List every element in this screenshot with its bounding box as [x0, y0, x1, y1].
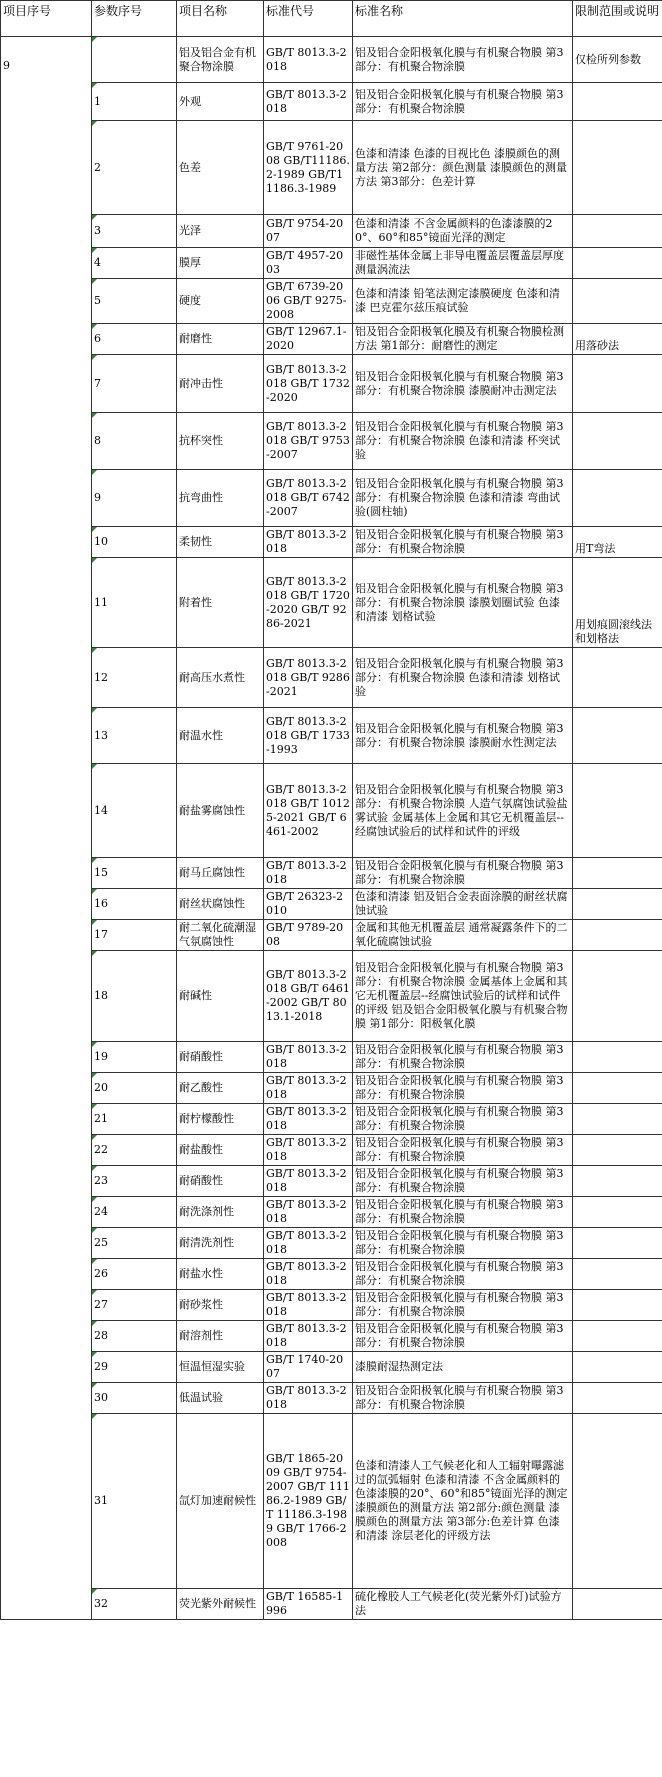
param-no-cell: 31: [92, 1414, 177, 1589]
standard-name-cell: 铝及铝合金阳极氧化膜与有机聚合物膜 第3部分：有机聚合物涂膜: [353, 1104, 573, 1135]
param-no-cell: 24: [92, 1197, 177, 1228]
limit-note-cell: [573, 1589, 662, 1620]
standard-code-cell: GB/T 12967.1-2020: [264, 324, 353, 355]
standard-name-cell: 铝及铝合金阳极氧化膜与有机聚合物膜 第3部分：有机聚合物涂膜 色漆和清漆 划格试验: [353, 648, 573, 708]
param-no-cell: 6: [92, 324, 177, 355]
param-no-cell: 9: [92, 470, 177, 527]
limit-note-cell: [573, 1073, 662, 1104]
standard-name-cell: 色漆和清漆 铅笔法测定漆膜硬度 色漆和清漆 巴克霍尔兹压痕试验: [353, 279, 573, 324]
group-row: [1, 37, 662, 83]
item-name-cell: 柔韧性: [177, 527, 264, 558]
limit-note-cell: [573, 708, 662, 764]
standard-name-cell: 铝及铝合金阳极氧化膜与有机聚合物膜 第3部分：有机聚合物涂膜: [353, 1321, 573, 1352]
header-param-no: 参数序号: [92, 1, 177, 37]
table-row: [1, 470, 662, 527]
table-row: [1, 1073, 662, 1104]
table-row: [1, 920, 662, 951]
limit-note-cell: [573, 1104, 662, 1135]
limit-note-cell: [573, 470, 662, 527]
param-no-cell: 23: [92, 1166, 177, 1197]
standard-code-cell: GB/T 8013.3-2018: [264, 1073, 353, 1104]
param-no-cell: 22: [92, 1135, 177, 1166]
standard-code-cell: GB/T 16585-1996: [264, 1589, 353, 1620]
param-no-cell: 5: [92, 279, 177, 324]
param-no-cell: 26: [92, 1259, 177, 1290]
table-row: [1, 1259, 662, 1290]
standard-code-cell: GB/T 8013.3-2018 GB/T 9286-2021: [264, 648, 353, 708]
param-no-cell: 15: [92, 858, 177, 889]
standard-name-cell: 漆膜耐湿热测定法: [353, 1352, 573, 1383]
param-no-cell: 16: [92, 889, 177, 920]
standard-code-cell: GB/T 9754-2007: [264, 215, 353, 248]
item-name-cell: 耐清洗剂性: [177, 1228, 264, 1259]
item-name-cell: 耐柠檬酸性: [177, 1104, 264, 1135]
standard-code-cell: GB/T 8013.3-2018: [264, 1228, 353, 1259]
table-row: [1, 1197, 662, 1228]
item-name-cell: 恒温恒湿实验: [177, 1352, 264, 1383]
item-name-cell: 外观: [177, 83, 264, 121]
table-row: [1, 1321, 662, 1352]
limit-note-cell: [573, 1042, 662, 1073]
limit-note-cell: [573, 1228, 662, 1259]
standard-code-cell: GB/T 8013.3-2018: [264, 1135, 353, 1166]
standard-name-cell: 铝及铝合金阳极氧化膜与有机聚合物膜 第3部分：有机聚合物涂膜: [353, 1166, 573, 1197]
table-row: [1, 248, 662, 279]
limit-note-cell: [573, 355, 662, 413]
header-standard-code: 标准代号: [264, 1, 353, 37]
param-no-cell: 18: [92, 951, 177, 1042]
limit-note-cell: 用T弯法: [573, 527, 662, 558]
limit-note-cell: [573, 1135, 662, 1166]
group-item-cell: 铝及铝合金有机聚合物涂膜: [177, 37, 264, 83]
limit-note-cell: [573, 215, 662, 248]
table-row: [1, 355, 662, 413]
limit-note-cell: [573, 858, 662, 889]
group-code-cell: GB/T 8013.3-2018: [264, 37, 353, 83]
item-name-cell: 耐磨性: [177, 324, 264, 355]
limit-note-cell: 用落砂法: [573, 324, 662, 355]
param-no-cell: 1: [92, 83, 177, 121]
standard-code-cell: GB/T 8013.3-2018 GB/T 1732-2020: [264, 355, 353, 413]
item-name-cell: 耐温水性: [177, 708, 264, 764]
standard-name-cell: 铝及铝合金阳极氧化膜与有机聚合物膜 第3部分：有机聚合物涂膜: [353, 858, 573, 889]
table-row: [1, 1228, 662, 1259]
item-name-cell: 耐溶剂性: [177, 1321, 264, 1352]
group-note-cell: 仅检所列参数: [573, 37, 662, 83]
param-no-cell: 20: [92, 1073, 177, 1104]
limit-note-cell: [573, 1259, 662, 1290]
limit-note-cell: [573, 951, 662, 1042]
standard-code-cell: GB/T 8013.3-2018: [264, 1290, 353, 1321]
standard-name-cell: 铝及铝合金阳极氧化膜与有机聚合物膜 第3部分：有机聚合物涂膜: [353, 1259, 573, 1290]
item-name-cell: 附着性: [177, 558, 264, 648]
item-name-cell: 耐盐水性: [177, 1259, 264, 1290]
limit-note-cell: [573, 764, 662, 858]
table-row: [1, 324, 662, 355]
item-name-cell: 荧光紫外耐候性: [177, 1589, 264, 1620]
group-name-cell: 铝及铝合金阳极氧化膜与有机聚合物膜 第3部分：有机聚合物涂膜: [353, 37, 573, 83]
standard-code-cell: GB/T 8013.3-2018: [264, 1166, 353, 1197]
table-row: [1, 1290, 662, 1321]
table-row: [1, 1352, 662, 1383]
table-row: [1, 889, 662, 920]
table-row: [1, 279, 662, 324]
param-no-cell: 2: [92, 121, 177, 215]
param-no-cell: 28: [92, 1321, 177, 1352]
limit-note-cell: [573, 889, 662, 920]
param-no-cell: 4: [92, 248, 177, 279]
item-name-cell: 耐乙酸性: [177, 1073, 264, 1104]
item-name-cell: 低温试验: [177, 1383, 264, 1414]
item-name-cell: 耐碱性: [177, 951, 264, 1042]
table-row: [1, 83, 662, 121]
item-name-cell: 耐盐酸性: [177, 1135, 264, 1166]
header-project-no: 项目序号: [1, 1, 92, 37]
standard-name-cell: 色漆和清漆 不含金属颜料的色漆漆膜的20°、60°和85°镜面光泽的测定: [353, 215, 573, 248]
standard-code-cell: GB/T 8013.3-2018: [264, 1042, 353, 1073]
standard-code-cell: GB/T 26323-2010: [264, 889, 353, 920]
limit-note-cell: [573, 1197, 662, 1228]
standard-code-cell: GB/T 4957-2003: [264, 248, 353, 279]
standard-name-cell: 色漆和清漆 铝及铝合金表面涂膜的耐丝状腐蚀试验: [353, 889, 573, 920]
table-row: [1, 1414, 662, 1589]
param-no-cell: 11: [92, 558, 177, 648]
limit-note-cell: [573, 413, 662, 470]
standard-name-cell: 铝及铝合金阳极氧化膜及有机聚合物膜检测方法 第1部分：耐磨性的测定: [353, 324, 573, 355]
standard-code-cell: GB/T 8013.3-2018 GB/T 1720-2020 GB/T 9286-2021: [264, 558, 353, 648]
item-name-cell: 氙灯加速耐候性: [177, 1414, 264, 1589]
standard-name-cell: 铝及铝合金阳极氧化膜与有机聚合物膜 第3部分：有机聚合物涂膜 人造气氛腐蚀试验盐雾试验 金属基体上金属和其它无机覆盖层--经腐蚀试验后的试样和试件的评级: [353, 764, 573, 858]
standard-name-cell: 铝及铝合金阳极氧化膜与有机聚合物膜 第3部分：有机聚合物涂膜 漆膜划圈试验 色漆和清漆 划格试验: [353, 558, 573, 648]
param-no-cell: 13: [92, 708, 177, 764]
table-row: [1, 558, 662, 648]
standard-code-cell: GB/T 8013.3-2018: [264, 83, 353, 121]
item-name-cell: 耐硝酸性: [177, 1042, 264, 1073]
table-row: [1, 1135, 662, 1166]
table-row: [1, 648, 662, 708]
group-param-cell: [92, 37, 177, 83]
standard-name-cell: 金属和其他无机覆盖层 通常凝露条件下的二氧化硫腐蚀试验: [353, 920, 573, 951]
param-no-cell: 17: [92, 920, 177, 951]
table-row: [1, 1589, 662, 1620]
standard-code-cell: GB/T 8013.3-2018: [264, 1321, 353, 1352]
standard-name-cell: 铝及铝合金阳极氧化膜与有机聚合物膜 第3部分：有机聚合物涂膜: [353, 1135, 573, 1166]
item-name-cell: 耐高压水煮性: [177, 648, 264, 708]
table-row: [1, 708, 662, 764]
limit-note-cell: [573, 83, 662, 121]
limit-note-cell: [573, 1414, 662, 1589]
standard-code-cell: GB/T 8013.3-2018: [264, 527, 353, 558]
item-name-cell: 抗杯突性: [177, 413, 264, 470]
param-no-cell: 27: [92, 1290, 177, 1321]
limit-note-cell: [573, 1166, 662, 1197]
param-no-cell: 10: [92, 527, 177, 558]
standard-code-cell: GB/T 8013.3-2018 GB/T 6461-2002 GB/T 8013.1-2018: [264, 951, 353, 1042]
item-name-cell: 硬度: [177, 279, 264, 324]
table-row: [1, 1383, 662, 1414]
header-standard-name: 标准名称: [353, 1, 573, 37]
standard-code-cell: GB/T 8013.3-2018 GB/T 6742-2007: [264, 470, 353, 527]
param-no-cell: 32: [92, 1589, 177, 1620]
table-row: [1, 413, 662, 470]
standard-name-cell: 铝及铝合金阳极氧化膜与有机聚合物膜 第3部分：有机聚合物涂膜 色漆和清漆 弯曲试验(圆柱轴): [353, 470, 573, 527]
param-no-cell: 25: [92, 1228, 177, 1259]
table-row: [1, 1042, 662, 1073]
table-row: [1, 215, 662, 248]
standard-code-cell: GB/T 8013.3-2018: [264, 1259, 353, 1290]
header-limit-note: 限制范围或说明: [573, 1, 662, 37]
table-row: [1, 764, 662, 858]
standard-code-cell: GB/T 8013.3-2018 GB/T 9753-2007: [264, 413, 353, 470]
param-no-cell: 21: [92, 1104, 177, 1135]
param-no-cell: 8: [92, 413, 177, 470]
header-item-name: 项目名称: [177, 1, 264, 37]
limit-note-cell: [573, 248, 662, 279]
table-row: [1, 527, 662, 558]
standard-name-cell: 色漆和清漆 色漆的目视比色 漆膜颜色的测量方法 第2部分：颜色测量 漆膜颜色的测量方法 第3部分：色差计算: [353, 121, 573, 215]
standard-name-cell: 铝及铝合金阳极氧化膜与有机聚合物膜 第3部分：有机聚合物涂膜 漆膜耐冲击测定法: [353, 355, 573, 413]
standard-name-cell: 铝及铝合金阳极氧化膜与有机聚合物膜 第3部分：有机聚合物涂膜: [353, 1290, 573, 1321]
standard-code-cell: GB/T 8013.3-2018: [264, 1197, 353, 1228]
table-row: [1, 1166, 662, 1197]
limit-note-cell: [573, 121, 662, 215]
item-name-cell: 耐二氧化硫潮湿气氛腐蚀性: [177, 920, 264, 951]
standard-name-cell: 铝及铝合金阳极氧化膜与有机聚合物膜 第3部分：有机聚合物涂膜: [353, 1197, 573, 1228]
standard-name-cell: 铝及铝合金阳极氧化膜与有机聚合物膜 第3部分：有机聚合物涂膜: [353, 1228, 573, 1259]
table-row: [1, 121, 662, 215]
standard-code-cell: GB/T 9761-2008 GB/T11186.2-1989 GB/T11186.3-1989: [264, 121, 353, 215]
param-no-cell: 12: [92, 648, 177, 708]
limit-note-cell: 用划痕圆滚线法和划格法: [573, 558, 662, 648]
standard-name-cell: 硫化橡胶人工气候老化(荧光紫外灯)试验方法: [353, 1589, 573, 1620]
item-name-cell: 耐洗涤剂性: [177, 1197, 264, 1228]
standard-name-cell: 铝及铝合金阳极氧化膜与有机聚合物膜 第3部分：有机聚合物涂膜: [353, 1042, 573, 1073]
limit-note-cell: [573, 1290, 662, 1321]
standard-code-cell: GB/T 8013.3-2018 GB/T 10125-2021 GB/T 6461-2002: [264, 764, 353, 858]
item-name-cell: 耐马丘腐蚀性: [177, 858, 264, 889]
param-no-cell: 14: [92, 764, 177, 858]
standard-code-cell: GB/T 6739-2006 GB/T 9275-2008: [264, 279, 353, 324]
param-no-cell: 3: [92, 215, 177, 248]
item-name-cell: 耐盐雾腐蚀性: [177, 764, 264, 858]
param-no-cell: 29: [92, 1352, 177, 1383]
table-body: [1, 37, 662, 1620]
param-no-cell: 19: [92, 1042, 177, 1073]
param-no-cell: 7: [92, 355, 177, 413]
limit-note-cell: [573, 279, 662, 324]
limit-note-cell: [573, 1352, 662, 1383]
limit-note-cell: [573, 648, 662, 708]
standard-name-cell: 铝及铝合金阳极氧化膜与有机聚合物膜 第3部分：有机聚合物涂膜 色漆和清漆 杯突试验: [353, 413, 573, 470]
item-name-cell: 光泽: [177, 215, 264, 248]
item-name-cell: 抗弯曲性: [177, 470, 264, 527]
header-row: [1, 1, 662, 37]
table-row: [1, 1104, 662, 1135]
standard-code-cell: GB/T 8013.3-2018: [264, 1383, 353, 1414]
standard-code-cell: GB/T 1740-2007: [264, 1352, 353, 1383]
project-no-cell: 9: [1, 37, 92, 1620]
standard-name-cell: 色漆和清漆人工气候老化和人工辐射曝露滤过的氙弧辐射 色漆和清漆 不含金属颜料的色漆漆膜的20°、60°和85°镜面光泽的测定 漆膜颜色的测量方法 第2部分:颜色测量 漆膜颜色的测量方法 第3部分:色差计算 色漆和清漆 涂层老化的评级方法: [353, 1414, 573, 1589]
table-row: [1, 951, 662, 1042]
item-name-cell: 耐硝酸性: [177, 1166, 264, 1197]
standard-code-cell: GB/T 8013.3-2018: [264, 1104, 353, 1135]
limit-note-cell: [573, 1383, 662, 1414]
item-name-cell: 膜厚: [177, 248, 264, 279]
standard-code-cell: GB/T 8013.3-2018 GB/T 1733-1993: [264, 708, 353, 764]
standard-name-cell: 铝及铝合金阳极氧化膜与有机聚合物膜 第3部分：有机聚合物涂膜: [353, 83, 573, 121]
standard-code-cell: GB/T 1865-2009 GB/T 9754-2007 GB/T 11186.2-1989 GB/T 11186.3-1989 GB/T 1766-2008: [264, 1414, 353, 1589]
item-name-cell: 耐砂浆性: [177, 1290, 264, 1321]
table-row: [1, 858, 662, 889]
standard-name-cell: 铝及铝合金阳极氧化膜与有机聚合物膜 第3部分：有机聚合物涂膜: [353, 527, 573, 558]
standard-name-cell: 铝及铝合金阳极氧化膜与有机聚合物膜 第3部分：有机聚合物涂膜 漆膜耐水性测定法: [353, 708, 573, 764]
standard-name-cell: 非磁性基体金属上非导电覆盖层覆盖层厚度测量涡流法: [353, 248, 573, 279]
item-name-cell: 耐丝状腐蚀性: [177, 889, 264, 920]
standard-name-cell: 铝及铝合金阳极氧化膜与有机聚合物膜 第3部分：有机聚合物涂膜: [353, 1383, 573, 1414]
item-name-cell: 耐冲击性: [177, 355, 264, 413]
standard-code-cell: GB/T 8013.3-2018: [264, 858, 353, 889]
limit-note-cell: [573, 920, 662, 951]
standard-code-cell: GB/T 9789-2008: [264, 920, 353, 951]
limit-note-cell: [573, 1321, 662, 1352]
item-name-cell: 色差: [177, 121, 264, 215]
standard-name-cell: 铝及铝合金阳极氧化膜与有机聚合物膜 第3部分：有机聚合物涂膜 金属基体上金属和其它无机覆盖层--经腐蚀试验后的试样和试件的评级 铝及铝合金阳极氧化膜与有机聚合物膜 第1部分：阳极氧化膜: [353, 951, 573, 1042]
standard-name-cell: 铝及铝合金阳极氧化膜与有机聚合物膜 第3部分：有机聚合物涂膜: [353, 1073, 573, 1104]
param-no-cell: 30: [92, 1383, 177, 1414]
